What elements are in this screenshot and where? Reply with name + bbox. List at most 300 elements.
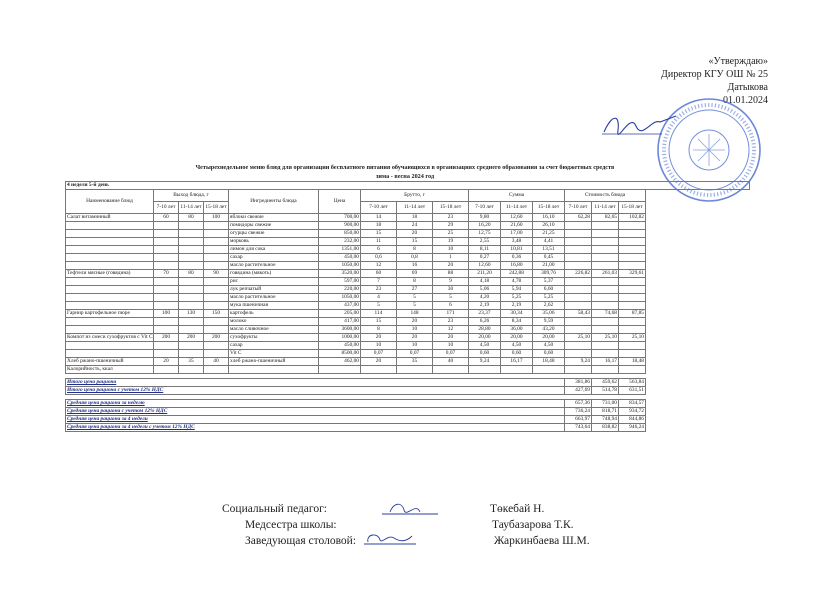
approval-date: 01.01.2024 <box>723 95 768 106</box>
table-cell: 700,00 <box>319 214 361 222</box>
signature-row-social <box>0 502 828 518</box>
table-cell <box>154 222 179 230</box>
table-cell: 20,00 <box>469 334 501 342</box>
table-cell <box>154 286 179 294</box>
table-cell <box>619 254 646 262</box>
table-cell: 0,60 <box>469 350 501 358</box>
table-cell: 23 <box>433 214 469 222</box>
table-cell: 462,00 <box>319 358 361 366</box>
table-cell: 2,62 <box>533 302 565 310</box>
header-age: 15-18 лет <box>619 202 646 214</box>
approval-director: Директор КГУ ОШ № 25 <box>661 69 768 80</box>
table-cell <box>619 366 646 374</box>
menu-season: зима - весна 2024 год <box>375 173 435 180</box>
signature-role: Социальный педагог: <box>222 503 327 515</box>
table-cell <box>179 350 204 358</box>
totals-row <box>66 400 750 408</box>
table-cell: 5 <box>397 294 433 302</box>
table-cell: 450,00 <box>319 254 361 262</box>
signature-row-canteen <box>0 534 828 550</box>
table-cell <box>619 318 646 326</box>
table-row <box>66 294 750 302</box>
table-cell <box>66 302 154 310</box>
totals-row <box>66 387 750 395</box>
table-cell: 1050,00 <box>319 294 361 302</box>
table-cell: 5,94 <box>501 286 533 294</box>
table-cell <box>565 318 592 326</box>
header-age: 15-18 лет <box>204 202 229 214</box>
table-cell: 29 <box>433 222 469 230</box>
table-cell: 8,11 <box>469 246 501 254</box>
table-cell <box>179 238 204 246</box>
table-row <box>66 310 750 318</box>
table-cell: 12,60 <box>469 262 501 270</box>
table-cell: 200 <box>179 334 204 342</box>
table-row <box>66 214 750 222</box>
table-cell: 1 <box>433 254 469 262</box>
table-cell: 102,82 <box>619 214 646 222</box>
table-cell: 4,20 <box>469 294 501 302</box>
table-cell: сахар <box>229 342 319 350</box>
table-cell: 9,59 <box>533 318 565 326</box>
table-cell: 25,10 <box>619 334 646 342</box>
table-cell <box>204 302 229 310</box>
table-cell <box>179 222 204 230</box>
table-cell: 5 <box>397 302 433 310</box>
table-cell: 26,10 <box>533 222 565 230</box>
signature-role: Медсестра школы: <box>245 519 337 531</box>
table-cell: 148 <box>397 310 433 318</box>
table-cell: 437,00 <box>319 302 361 310</box>
table-cell <box>204 350 229 358</box>
table-cell: 3,48 <box>501 238 533 246</box>
table-cell: 100 <box>154 310 179 318</box>
table-cell: 417,00 <box>319 318 361 326</box>
table-cell <box>204 222 229 230</box>
totals-row <box>66 379 750 387</box>
table-cell <box>66 246 154 254</box>
table-row <box>66 278 750 286</box>
signature-scribble <box>380 500 440 518</box>
table-cell: 25 <box>433 230 469 238</box>
header-dish: Наименование блюд <box>66 190 154 214</box>
table-cell: 4,50 <box>469 342 501 350</box>
table-cell: 3520,00 <box>319 270 361 278</box>
table-cell <box>179 278 204 286</box>
table-cell <box>204 318 229 326</box>
table-cell <box>154 350 179 358</box>
table-cell <box>66 222 154 230</box>
table-cell: 16,17 <box>592 358 619 366</box>
table-cell: молоко <box>229 318 319 326</box>
table-cell: 20 <box>433 262 469 270</box>
table-cell: 8 <box>361 326 397 334</box>
table-cell: 69 <box>397 270 433 278</box>
table-cell <box>154 302 179 310</box>
table-cell: 6,26 <box>469 318 501 326</box>
table-cell <box>204 238 229 246</box>
table-cell: 23 <box>433 318 469 326</box>
table-cell: 0,27 <box>469 254 501 262</box>
table-cell <box>204 342 229 350</box>
table-cell: 18 <box>361 222 397 230</box>
header-output: Выход блюда, г <box>154 190 229 202</box>
table-cell: Салат витаминный <box>66 214 154 222</box>
totals-value: 631,51 <box>619 387 646 395</box>
table-cell: 15 <box>361 318 397 326</box>
table-cell <box>204 294 229 302</box>
header-age: 7-10 лет <box>154 202 179 214</box>
totals-value: 459,62 <box>592 379 619 387</box>
table-cell <box>204 286 229 294</box>
table-cell: 232,00 <box>319 238 361 246</box>
table-cell: 5,25 <box>533 294 565 302</box>
table-cell: Гарнир картофельное пюре <box>66 310 154 318</box>
table-cell: 17,00 <box>501 230 533 238</box>
table-cell: 450,00 <box>319 342 361 350</box>
table-cell: 9 <box>433 278 469 286</box>
table-cell <box>204 254 229 262</box>
table-cell <box>433 366 469 374</box>
table-cell: 20,00 <box>533 334 565 342</box>
table-cell: 9,80 <box>469 214 501 222</box>
table-cell: 20 <box>154 358 179 366</box>
table-cell: 82,65 <box>592 214 619 222</box>
table-cell: 21,25 <box>533 230 565 238</box>
totals-label: Итого цена рациона с учетом 12% НДС <box>66 387 565 395</box>
table-cell: 10 <box>433 342 469 350</box>
approval-signer: Датыкова <box>727 82 768 93</box>
table-cell <box>592 350 619 358</box>
totals-label: Средняя цена рациона с учетом 12% НДС <box>66 408 565 416</box>
table-cell: 4,78 <box>501 278 533 286</box>
table-cell <box>592 262 619 270</box>
table-cell: 16 <box>397 262 433 270</box>
table-cell: 8,34 <box>501 318 533 326</box>
table-cell: 35,06 <box>533 310 565 318</box>
table-cell <box>619 326 646 334</box>
table-cell <box>592 238 619 246</box>
table-cell: хлеб ржано-пшеничный <box>229 358 319 366</box>
totals-value: 736,24 <box>565 408 592 416</box>
table-cell <box>565 246 592 254</box>
table-cell: 90 <box>204 270 229 278</box>
table-cell: 27 <box>397 286 433 294</box>
totals-label: Средняя цена рациона за 4 недели с учетом 12% НДС <box>66 424 565 432</box>
table-cell <box>592 302 619 310</box>
table-row <box>66 286 750 294</box>
table-row <box>66 230 750 238</box>
header-age: 7-10 лет <box>469 202 501 214</box>
table-cell: 18,48 <box>619 358 646 366</box>
totals-value: 743,64 <box>565 424 592 432</box>
table-cell <box>565 254 592 262</box>
header-price: Цена <box>319 190 361 214</box>
table-cell <box>619 262 646 270</box>
totals-value: 748,94 <box>592 416 619 424</box>
table-cell <box>619 246 646 254</box>
table-cell: 12 <box>433 326 469 334</box>
table-cell <box>66 278 154 286</box>
table-cell <box>592 246 619 254</box>
table-cell: 5,37 <box>533 278 565 286</box>
table-cell: 35 <box>397 358 433 366</box>
table-cell: масло сливочное <box>229 326 319 334</box>
table-cell: 150 <box>204 310 229 318</box>
menu-title: Четырехнедельное меню блюд для организации бесплатного питания обучающихся в организациях среднего образования за счет бюджетных средств <box>195 164 615 171</box>
table-cell: 850,00 <box>319 230 361 238</box>
table-cell: 114 <box>361 310 397 318</box>
totals-row <box>66 408 750 416</box>
table-cell: 12 <box>361 262 397 270</box>
table-cell <box>66 286 154 294</box>
table-cell <box>179 246 204 254</box>
table-cell <box>592 294 619 302</box>
table-cell: огурцы свежие <box>229 230 319 238</box>
table-cell: сухофрукты <box>229 334 319 342</box>
table-cell: 80 <box>179 270 204 278</box>
table-cell <box>154 254 179 262</box>
header-age: 15-18 лет <box>533 202 565 214</box>
table-cell: 205,00 <box>319 310 361 318</box>
table-cell <box>66 230 154 238</box>
table-cell <box>592 230 619 238</box>
table-cell: 60 <box>154 214 179 222</box>
table-cell: 24 <box>397 222 433 230</box>
table-cell <box>229 366 319 374</box>
table-cell: 1351,00 <box>319 246 361 254</box>
table-cell: 4,18 <box>469 278 501 286</box>
table-cell <box>179 230 204 238</box>
table-cell: 10 <box>361 342 397 350</box>
table-cell <box>592 278 619 286</box>
table-cell: 20 <box>361 334 397 342</box>
table-cell: 4,41 <box>533 238 565 246</box>
table-cell: помидоры свежие <box>229 222 319 230</box>
table-cell <box>565 342 592 350</box>
table-cell <box>66 254 154 262</box>
totals-value: 381,86 <box>565 379 592 387</box>
table-cell: масло растительное <box>229 294 319 302</box>
table-cell <box>319 366 361 374</box>
table-cell: 226,82 <box>565 270 592 278</box>
table-cell: 30 <box>433 286 469 294</box>
header-ingredients: Ингредиенты блюда <box>229 190 319 214</box>
table-cell: 21,00 <box>533 262 565 270</box>
table-cell: 16,20 <box>469 222 501 230</box>
table-cell <box>619 302 646 310</box>
totals-value: 663,97 <box>565 416 592 424</box>
table-cell: 1050,00 <box>319 262 361 270</box>
totals-value: 563,84 <box>619 379 646 387</box>
table-row <box>66 318 750 326</box>
totals-value: 844,86 <box>619 416 646 424</box>
table-cell: Тефтели мясные (говядина) <box>66 270 154 278</box>
table-cell <box>179 366 204 374</box>
table-cell: 70 <box>154 270 179 278</box>
table-cell <box>179 254 204 262</box>
table-cell: 36,00 <box>501 326 533 334</box>
table-cell: яблоки свежие <box>229 214 319 222</box>
table-cell: 19 <box>433 238 469 246</box>
table-cell: 211,20 <box>469 270 501 278</box>
table-cell <box>179 318 204 326</box>
table-cell <box>469 366 501 374</box>
table-cell <box>179 326 204 334</box>
table-cell: 13,51 <box>533 246 565 254</box>
table-row <box>66 254 750 262</box>
table-cell: 0,07 <box>433 350 469 358</box>
table-cell: 261,03 <box>592 270 619 278</box>
table-cell: 242,88 <box>501 270 533 278</box>
table-cell <box>592 286 619 294</box>
table-cell: 21,60 <box>501 222 533 230</box>
table-cell: 16,10 <box>533 214 565 222</box>
table-cell: 10 <box>397 326 433 334</box>
table-cell <box>204 366 229 374</box>
table-cell <box>154 246 179 254</box>
table-cell: 4 <box>361 294 397 302</box>
table-cell: 60 <box>361 270 397 278</box>
header-age: 7-10 лет <box>361 202 397 214</box>
table-cell: 9,24 <box>469 358 501 366</box>
table-row <box>66 262 750 270</box>
table-cell <box>66 326 154 334</box>
table-cell: 15 <box>361 230 397 238</box>
table-cell <box>179 286 204 294</box>
table-cell <box>179 262 204 270</box>
totals-label: Средняя цена рациона за неделю <box>66 400 565 408</box>
table-cell <box>565 278 592 286</box>
table-cell <box>204 230 229 238</box>
table-cell: 0,60 <box>501 350 533 358</box>
table-cell <box>592 342 619 350</box>
header-age: 11-14 лет <box>179 202 204 214</box>
totals-value: 818,71 <box>592 408 619 416</box>
header-age: 11-14 лет <box>592 202 619 214</box>
table-cell: 8 <box>397 278 433 286</box>
table-cell: 40 <box>204 358 229 366</box>
table-cell: 12,75 <box>469 230 501 238</box>
table-cell <box>154 278 179 286</box>
header-age: 11-14 лет <box>501 202 533 214</box>
table-cell: 4,50 <box>501 342 533 350</box>
table-cell <box>179 294 204 302</box>
table-row <box>66 222 750 230</box>
table-cell <box>66 238 154 246</box>
totals-value: 838,82 <box>592 424 619 432</box>
table-cell <box>565 366 592 374</box>
table-cell <box>397 366 433 374</box>
signature-name: Таубазарова Т.К. <box>492 519 574 531</box>
table-cell: 0,60 <box>533 350 565 358</box>
table-cell: 309,76 <box>533 270 565 278</box>
menu-table <box>65 181 750 432</box>
table-cell <box>154 342 179 350</box>
table-cell: 20 <box>433 334 469 342</box>
table-cell: 9,24 <box>565 358 592 366</box>
table-cell <box>619 294 646 302</box>
table-cell <box>565 326 592 334</box>
table-cell <box>565 262 592 270</box>
table-cell: 23,37 <box>469 310 501 318</box>
table-cell: мука пшеничная <box>229 302 319 310</box>
totals-label: Средняя цена рациона за 4 недели <box>66 416 565 424</box>
table-cell: 171 <box>433 310 469 318</box>
table-cell <box>154 326 179 334</box>
table-cell: 2,19 <box>469 302 501 310</box>
table-cell: 18,48 <box>533 358 565 366</box>
signature-role: Заведующая столовой: <box>245 535 357 547</box>
signature-name: Жаркинбаева Ш.М. <box>494 535 590 547</box>
table-cell: 20 <box>397 318 433 326</box>
table-cell: 12,60 <box>501 214 533 222</box>
table-cell: 4,50 <box>533 342 565 350</box>
signature-scribble <box>360 530 420 548</box>
table-cell: 5 <box>433 294 469 302</box>
table-cell: 6,60 <box>533 286 565 294</box>
table-cell: 74,68 <box>592 310 619 318</box>
table-cell: 58,43 <box>565 310 592 318</box>
table-row <box>66 326 750 334</box>
table-cell <box>154 294 179 302</box>
table-cell: сахар <box>229 254 319 262</box>
table-cell: 43,20 <box>533 326 565 334</box>
table-cell: 5,06 <box>469 286 501 294</box>
table-cell: 28,80 <box>469 326 501 334</box>
table-cell <box>619 238 646 246</box>
table-cell: 20 <box>397 230 433 238</box>
table-cell <box>619 222 646 230</box>
table-cell <box>619 278 646 286</box>
table-cell <box>204 326 229 334</box>
menu-sheet <box>65 163 745 432</box>
totals-row <box>66 424 750 432</box>
table-cell: 0,36 <box>501 254 533 262</box>
table-cell <box>565 286 592 294</box>
table-cell: картофель <box>229 310 319 318</box>
table-cell: 0,45 <box>533 254 565 262</box>
table-row <box>66 350 750 358</box>
table-cell: 1000,00 <box>319 334 361 342</box>
table-cell <box>204 246 229 254</box>
table-cell <box>154 262 179 270</box>
table-cell: 10 <box>397 342 433 350</box>
table-cell: 40 <box>433 358 469 366</box>
table-cell <box>361 366 397 374</box>
table-cell: 200 <box>154 334 179 342</box>
totals-value: 514,78 <box>592 387 619 395</box>
totals-value: 427,69 <box>565 387 592 395</box>
table-cell <box>533 366 565 374</box>
table-cell <box>619 286 646 294</box>
table-cell: 10,81 <box>501 246 533 254</box>
table-cell <box>619 230 646 238</box>
table-cell: 35 <box>179 358 204 366</box>
approval-title: «Утверждаю» <box>708 56 768 67</box>
table-cell: 8 <box>397 246 433 254</box>
header-age: 15-18 лет <box>433 202 469 214</box>
table-cell <box>592 254 619 262</box>
table-cell <box>154 318 179 326</box>
table-cell: 15 <box>397 238 433 246</box>
header-cost: Стоимость блюда <box>565 190 646 202</box>
totals-value: 834,57 <box>619 400 646 408</box>
table-cell: 2,19 <box>501 302 533 310</box>
table-cell: 8500,00 <box>319 350 361 358</box>
table-cell: 20,00 <box>501 334 533 342</box>
table-cell: 7 <box>361 278 397 286</box>
